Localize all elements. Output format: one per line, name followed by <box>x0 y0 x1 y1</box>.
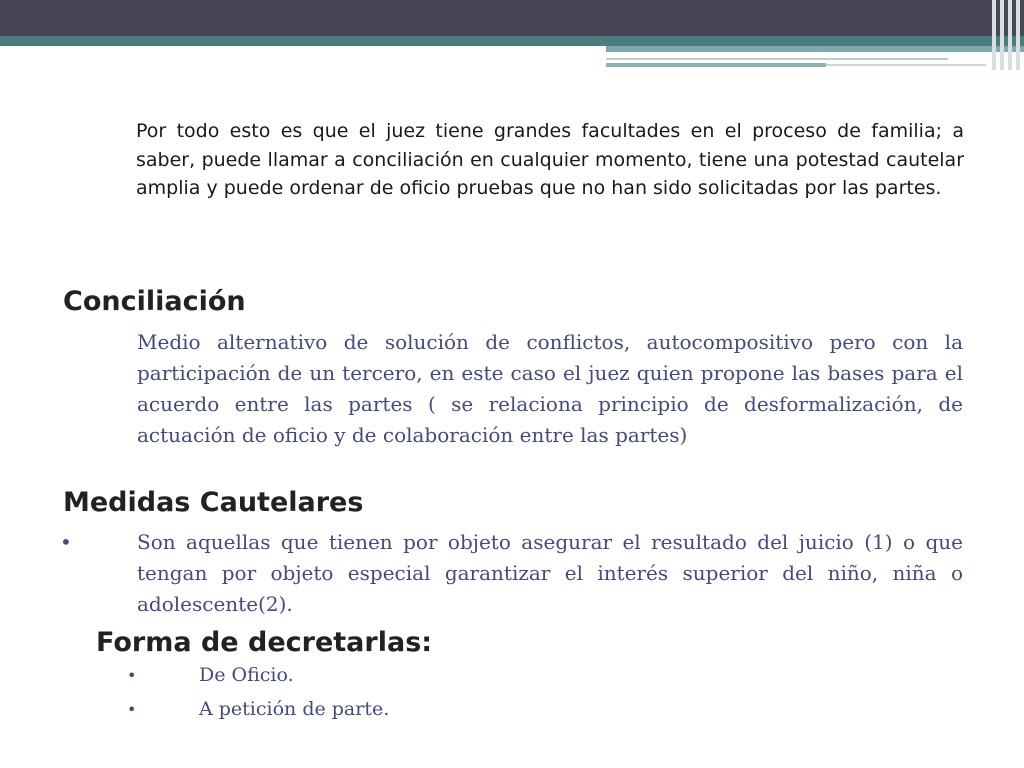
header-bar <box>0 0 1024 36</box>
list-item-peticion-de-parte: A petición de parte. <box>199 698 390 720</box>
header-teal-band <box>0 36 1024 46</box>
header-accent-band <box>606 46 1024 52</box>
header-vertical-bars <box>990 0 1024 70</box>
header-accent-line <box>606 58 948 60</box>
heading-conciliacion: Conciliación <box>63 286 246 317</box>
header-accent-line <box>826 64 986 66</box>
bullet-icon: • <box>127 666 137 685</box>
intro-paragraph: Por todo esto es que el juez tiene grandes facultades en el proceso de familia; a saber, puede llamar a conciliación en cualquier momento, tiene una potestad cautelar amplia y puede ordenar de oficio pruebas que no han sido solicitadas por las partes. <box>136 120 964 199</box>
conciliacion-paragraph: Medio alternativo de solución de conflictos, autocompositivo pero con la participación de un tercero, en este caso el juez quien propone las bases para el acuerdo entre las partes ( se relaciona principio de desformalización, de actuación de oficio y de colaboración entre las partes) <box>137 330 963 447</box>
medidas-paragraph: Son aquellas que tienen por objeto asegurar el resultado del juicio (1) o que tengan por objeto especial garantizar el interés superior del niño, niña o adolescente(2). <box>137 530 963 616</box>
heading-forma-decretarlas: Forma de decretarlas: <box>96 627 433 658</box>
bullet-icon: • <box>127 700 137 719</box>
bullet-icon: • <box>60 530 72 554</box>
list-item-de-oficio: De Oficio. <box>199 664 294 686</box>
heading-medidas-cautelares: Medidas Cautelares <box>63 487 364 518</box>
header-accent-line <box>606 63 826 67</box>
